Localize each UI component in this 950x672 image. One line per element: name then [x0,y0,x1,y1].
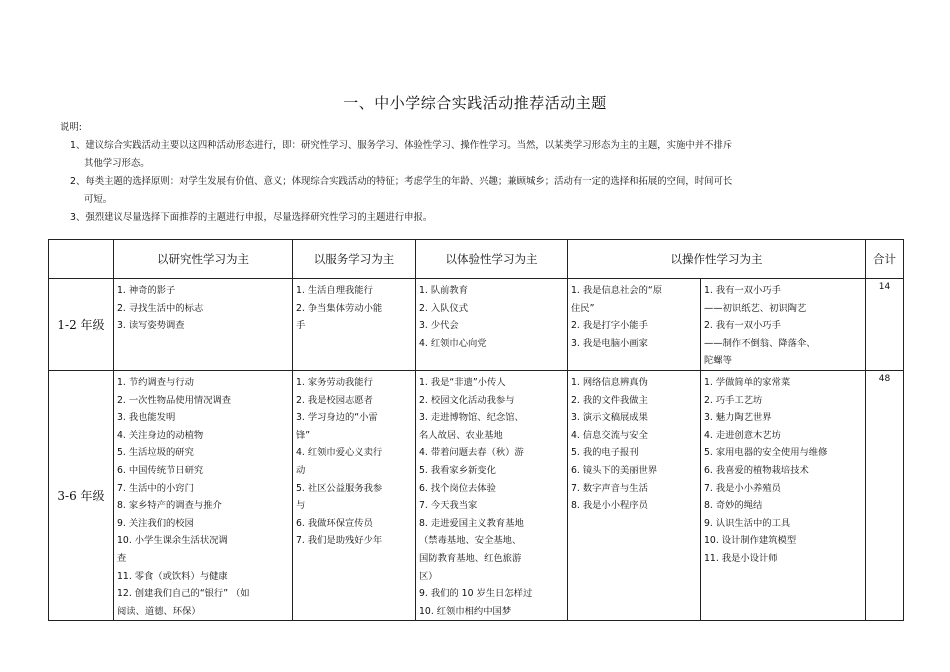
list-item: 8. 我是小小程序员 [571,500,648,512]
list-item: 4. 走进创意木艺坊 [704,429,781,441]
page-title: 一、中小学综合实践活动推荐活动主题 [343,94,607,112]
list-item: 2. 入队仪式 [419,302,469,314]
list-item: 锋” [296,429,311,441]
header-research: 以研究性学习为主 [114,240,293,279]
note-continuation: 可短。 [84,194,113,205]
operation-cell-b [701,370,866,620]
list-item: 阅读、道德、环保） [117,605,201,617]
list-item: 10. 小学生课余生活状况调 [117,535,228,547]
list-item: 11. 零食（或饮料）与健康 [117,570,228,582]
list-item: 4. 带着问题去春（秋）游 [419,447,524,459]
list-item: 5. 社区公益服务我参 [296,482,383,494]
grade-cell: 1-2 年级 [49,279,114,371]
note-item-1 [60,137,840,173]
list-item: 9. 关注我们的校园 [117,517,194,529]
note-item-2 [60,173,840,209]
list-item: 12. 创建我们自己的“银行” （如 [117,588,250,600]
list-item: 1. 神奇的影子 [117,285,176,296]
list-item: 5. 我看家乡新变化 [419,464,496,476]
list-item: 6. 我喜爱的植物栽培技术 [704,464,809,476]
list-item: 4. 红领巾心向党 [419,337,487,349]
table-row [49,370,904,620]
notes-lead: 说明: [60,122,82,133]
header-experience: 以体验性学习为主 [416,240,568,279]
total-cell: 48 [866,370,904,620]
list-item: 2. 巧手工艺坊 [704,394,763,406]
list-item: 名人故居、农业基地 [419,429,503,441]
list-item: 7. 我是小小养殖员 [704,482,781,494]
list-item: 4. 信息交流与安全 [571,429,648,441]
list-item: 1. 我是“非遗”小传人 [419,376,506,388]
list-item: 3. 我也能发明 [117,412,176,424]
list-item: 1. 家务劳动我能行 [296,376,373,388]
list-item: 1. 网络信息辨真伪 [571,376,648,388]
operation-cell-a [568,279,701,371]
total-cell: 14 [866,279,904,371]
list-item: 9. 认识生活中的工具 [704,517,791,529]
list-item: 2. 我是校园志愿者 [296,394,373,406]
research-cell [114,279,293,371]
note-continuation: 其他学习形态。 [84,158,150,169]
note-text: 2、每类主题的选择原则：对学生发展有价值、意义；体现综合实践活动的特征；考虑学生的年龄、兴趣；兼顾城乡；活动有一定的选择和拓展的空间，时间可长 [70,176,733,187]
list-item: 4. 红领巾爱心义卖行 [296,447,383,459]
list-item: 1. 节约调查与行动 [117,376,194,388]
list-item: 6. 镜头下的美丽世界 [571,464,658,476]
experience-cell [416,370,568,620]
experience-cell [416,279,568,371]
service-cell [293,370,416,620]
list-item: 2. 我有一双小巧手 [704,320,781,332]
header-grade [49,240,114,279]
list-item: 7. 今天我当家 [419,500,478,512]
research-cell [114,370,293,620]
grade-cell: 3-6 年级 [49,370,114,620]
table-row [49,279,904,371]
note-text: 3、强烈建议尽量选择下面推荐的主题进行申报，尽量选择研究性学习的主题进行申报。 [70,212,433,223]
list-item: 与 [296,500,306,512]
list-item: 动 [296,464,306,476]
list-item: 2. 校园文化活动我参与 [419,394,515,406]
list-item: 5. 生活垃圾的研究 [117,447,194,459]
list-item: 2. 争当集体劳动小能 [296,302,383,314]
list-item: 6. 我做环保宣传员 [296,517,373,529]
list-item: 3. 走进博物馆、纪念馆、 [419,412,524,424]
list-item: 住民” [571,302,595,314]
list-item: 3. 演示文稿展成果 [571,412,648,424]
note-text: 1、建议综合实践活动主要以这四种活动形态进行，即：研究性学习、服务学习、体验性学习、操作性学习。当然，以某类学习形态为主的主题，实施中并不排斥 [70,140,733,151]
list-item: 陀螺等 [704,355,732,367]
list-item: 7. 数字声音与生活 [571,482,648,494]
list-item: 1. 我有一双小巧手 [704,285,781,296]
list-item: 5. 家用电器的安全使用与维修 [704,447,828,459]
list-item: 1. 学做简单的家常菜 [704,376,791,388]
list-item: 2. 寻找生活中的标志 [117,302,204,314]
list-item: 8. 奇妙的绳结 [704,500,763,512]
list-item: 10. 设计制作建筑模型 [704,535,797,547]
list-item: 6. 中国传统节日研究 [117,464,204,476]
list-item: 6. 找个岗位去体验 [419,482,496,494]
list-item: 8. 家乡特产的调查与推介 [117,500,222,512]
list-item: 4. 关注身边的动植物 [117,429,204,441]
list-item: 3. 学习身边的“小雷 [296,412,378,424]
list-item: 9. 我们的 10 岁生日怎样过 [419,588,533,600]
list-item: 10. 红领巾相约中国梦 [419,605,512,617]
list-item: 国防教育基地、红色旅游 [419,552,522,564]
list-item: 查 [117,552,127,564]
list-item: ——初识纸艺、初识陶艺 [704,302,807,314]
list-item: （禁毒基地、安全基地、 [419,535,522,547]
header-operation: 以操作性学习为主 [568,240,866,279]
note-item-3 [60,209,840,227]
list-item: 3. 少代会 [419,320,459,332]
list-item: 3. 我是电脑小画家 [571,337,648,349]
list-item: 2. 我的文件我做主 [571,394,648,406]
list-item: ——制作不倒翁、降落伞、 [704,337,816,349]
list-item: 3. 魅力陶艺世界 [704,412,772,424]
list-item: 手 [296,320,306,332]
service-cell [293,279,416,371]
list-item: 3. 读写姿势调查 [117,320,185,332]
header-total: 合计 [866,240,904,279]
list-item: 1. 队前教育 [419,285,469,296]
list-item: 2. 一次性物品使用情况调查 [117,394,232,406]
notes-section [60,119,840,227]
header-service: 以服务学习为主 [293,240,416,279]
operation-cell-a [568,370,701,620]
list-item: 8. 走进爱国主义教育基地 [419,517,524,529]
list-item: 2. 我是打字小能手 [571,320,648,332]
activity-topic-table [48,239,904,621]
table-header-row [49,240,904,279]
list-item: 1. 生活自理我能行 [296,285,373,296]
operation-cell-b [701,279,866,371]
list-item: 1. 我是信息社会的“原 [571,285,663,296]
list-item: 区） [419,570,438,582]
list-item: 11. 我是小设计师 [704,552,778,564]
list-item: 7. 我们是助残好少年 [296,535,383,547]
list-item: 7. 生活中的小窍门 [117,482,194,494]
list-item: 5. 我的电子报刊 [571,447,639,459]
